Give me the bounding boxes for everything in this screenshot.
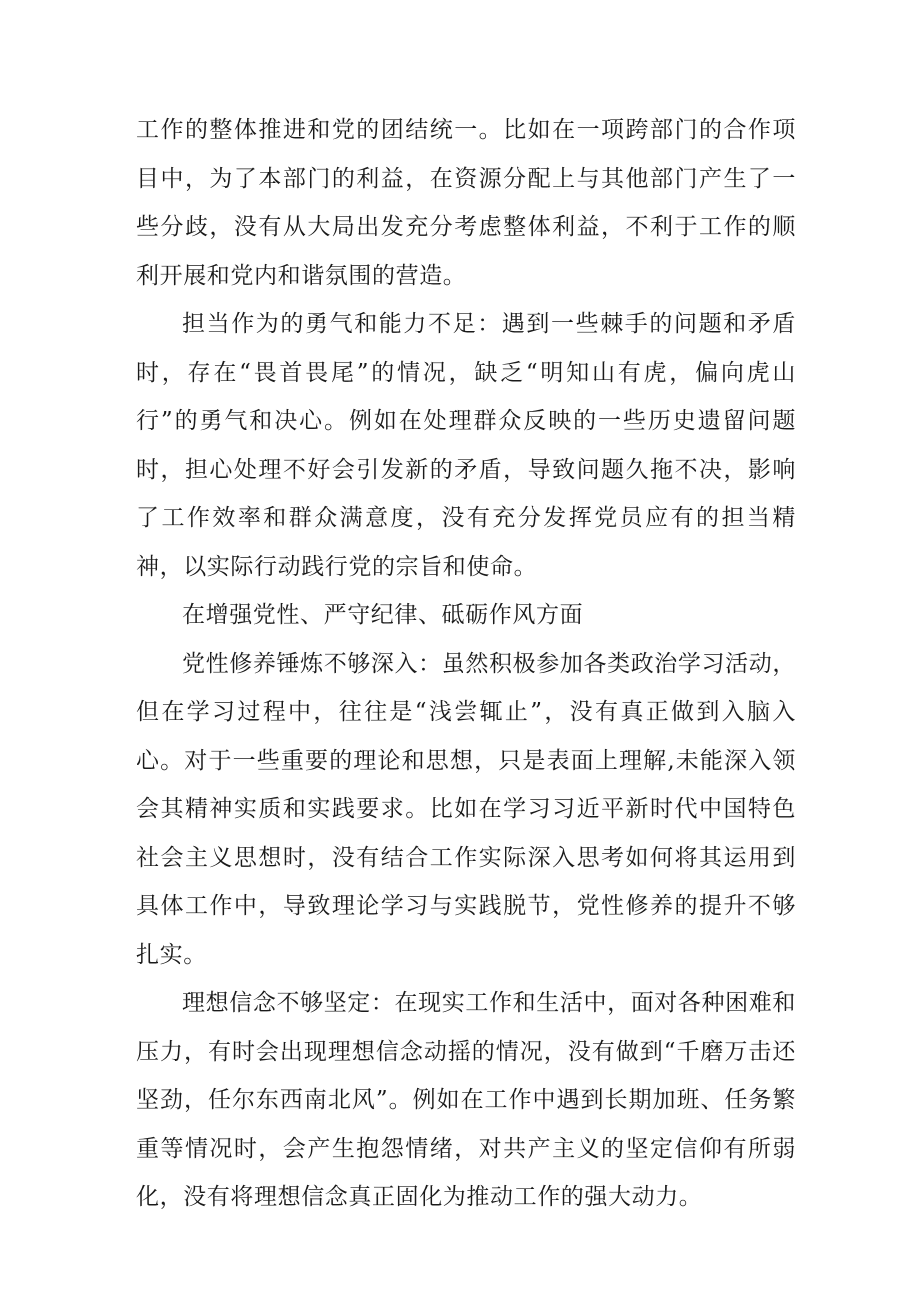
paragraph-courage: 担当作为的勇气和能力不足：遇到一些棘手的问题和矛盾时，存在“畏首畏尾”的情况，缺乏“明知山有虎，偏向虎山行”的勇气和决心。例如在处理群众反映的一些历史遗留问题时，担心处理不好会引发新的矛盾，导致问题久拖不决，影响了工作效率和群众满意度，没有充分发挥党员应有的担当精神，以实际行动践行党的宗旨和使命。 (136, 311, 796, 580)
paragraph-party-spirit: 党性修养锤炼不够深入：虽然积极参加各类政治学习活动，但在学习过程中，往往是“浅尝辄止”，没有真正做到入脑入心。对于一些重要的理论和思想，只是表面上理解,未能深入领会其精神实质和实践要求。比如在学习习近平新时代中国特色社会主义思想时，没有结合工作实际深入思考如何将其运用到具体工作中，导致理论学习与实践脱节，党性修养的提升不够扎实。 (136, 650, 796, 968)
paragraph-ideals: 理想信念不够坚定：在现实工作和生活中，面对各种困难和压力，有时会出现理想信念动摇的情况，没有做到“千磨万击还坚劲，任尔东西南北风”。例如在工作中遇到长期加班、任务繁重等情况时，会产生抱怨情绪，对共产主义的坚定信仰有所弱化，没有将理想信念真正固化为推动工作的强大动力。 (136, 990, 796, 1210)
document-body (136, 106, 796, 1222)
paragraph-continuation: 工作的整体推进和党的团结统一。比如在一项跨部门的合作项目中，为了本部门的利益，在资源分配上与其他部门产生了一些分歧，没有从大局出发充分考虑整体利益，不利于工作的顺利开展和党内和谐氛围的营造。 (136, 117, 796, 289)
section-heading: 在增强党性、严守纪律、砥砺作风方面 (182, 602, 584, 628)
